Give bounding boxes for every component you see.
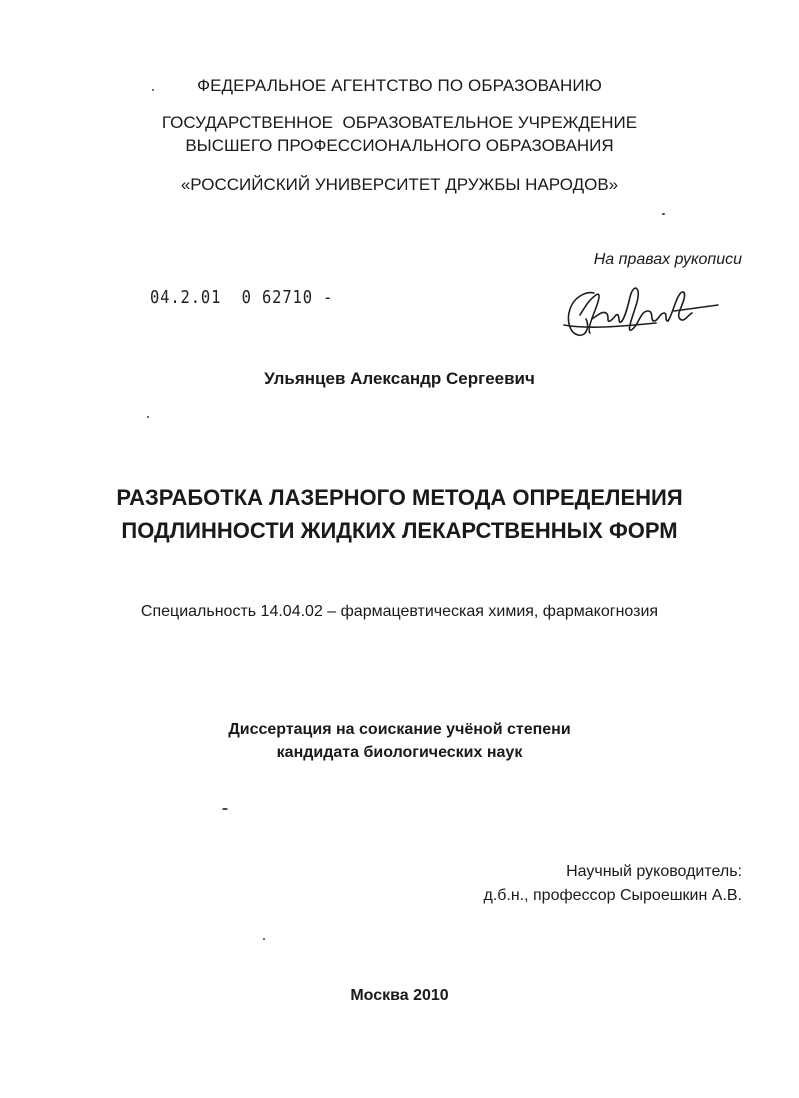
specialty: Специальность 14.04.02 – фармацевтическая химия, фармакогнозия: [140, 603, 659, 620]
scan-speck: [152, 89, 154, 91]
degree-line-1: Диссертация на соискание учёной степени: [228, 721, 571, 738]
dissertation-title-line-2: ПОДЛИННОСТИ ЖИДКИХ ЛЕКАРСТВЕННЫХ ФОРМ: [121, 518, 678, 543]
scan-speck: [263, 938, 265, 940]
scan-speck: [222, 808, 228, 810]
university-name: «РОССИЙСКИЙ УНИВЕРСИТЕТ ДРУЖБЫ НАРОДОВ»: [180, 175, 619, 194]
rights-note: На правах рукописи: [593, 251, 742, 268]
advisor-name: д.б.н., профессор Сыроешкин А.В.: [483, 887, 742, 904]
scan-speck: [147, 416, 149, 418]
institution-line-1: ГОСУДАРСТВЕННОЕ ОБРАЗОВАТЕЛЬНОЕ УЧРЕЖДЕНИЕ: [161, 113, 638, 132]
scan-speck: [662, 213, 665, 215]
institution-line-2: ВЫСШЕГО ПРОФЕССИОНАЛЬНОГО ОБРАЗОВАНИЯ: [185, 136, 614, 155]
handwritten-signature-icon: [556, 275, 726, 345]
agency-name: ФЕДЕРАЛЬНОЕ АГЕНТСТВО ПО ОБРАЗОВАНИЮ: [197, 76, 602, 95]
author-name: Ульянцев Александр Сергеевич: [264, 369, 535, 388]
place-and-year: Москва 2010: [350, 987, 449, 1004]
dissertation-title-line-1: РАЗРАБОТКА ЛАЗЕРНОГО МЕТОДА ОПРЕДЕЛЕНИЯ: [116, 485, 683, 510]
advisor-label: Научный руководитель:: [566, 863, 742, 880]
degree-line-2: кандидата биологических наук: [276, 744, 523, 761]
registration-stamp: 04.2.01 0 62710 -: [150, 287, 334, 308]
